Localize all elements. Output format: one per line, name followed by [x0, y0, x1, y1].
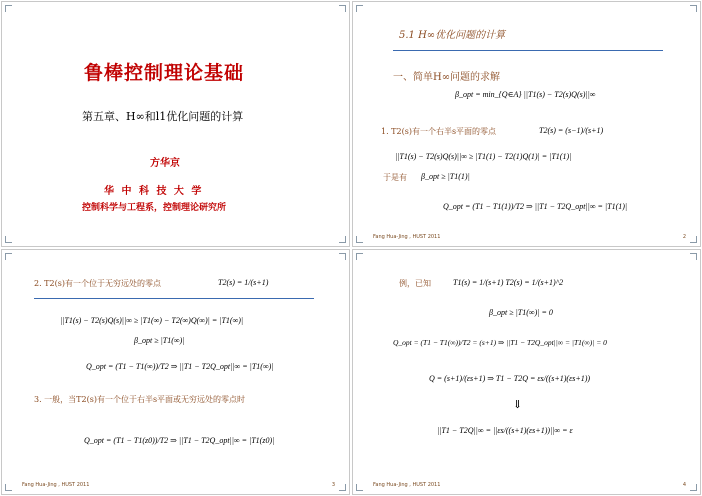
university: 华 中 科 技 大 学 — [104, 186, 204, 197]
department: 控制科学与工程系，控制理论研究所 — [82, 203, 227, 213]
corner-mark — [339, 253, 346, 260]
footer-text: Fang Hua-Jing , HUST 2011 — [373, 482, 441, 488]
beta-opt-equation: β_opt ≥ |T1(∞)| — [134, 336, 185, 345]
example-label: 例，已知 — [399, 279, 431, 288]
corner-mark — [5, 236, 12, 243]
case-2-equation: T2(s) = 1/(s+1) — [218, 278, 269, 287]
implies-arrow: ⇓ — [513, 399, 523, 411]
corner-mark — [339, 484, 346, 491]
corner-mark — [356, 5, 363, 12]
corner-mark — [5, 5, 12, 12]
corner-mark — [690, 236, 697, 243]
corner-mark — [5, 253, 12, 260]
q-opt-equation: Q_opt = (T1 − T1(1))/T2 ⇒ ||T1 − T2Q_opt||∞ = |T1(1)| — [443, 202, 628, 211]
slide-heading: 5.1 H∞优化问题的计算 — [399, 30, 506, 41]
corner-mark — [356, 236, 363, 243]
page-number: 2 — [682, 234, 686, 240]
footer-text: Fang Hua-Jing , HUST 2011 — [22, 482, 90, 488]
corner-mark — [690, 253, 697, 260]
page-number: 4 — [682, 482, 686, 488]
q-opt-equation: Q_opt = (T1 − T1(∞))/T2 = (s+1) ⇒ ||T1 − T2Q_opt||∞ = |T1(∞)| = 0 — [393, 338, 607, 347]
chapter-title: 第五章、H∞和l1优化问题的计算 — [82, 110, 244, 123]
section-heading: 一、简单H∞问题的求解 — [393, 72, 501, 83]
heading-rule — [393, 50, 663, 51]
slide-2 — [352, 1, 701, 247]
final-equation: ||T1 − T2Q||∞ = ||εs/((s+1)(εs+1))||∞ = ε — [437, 426, 573, 435]
case-1-text: 1. T2(s)有一个右半s平面的零点 — [381, 127, 497, 136]
corner-mark — [5, 484, 12, 491]
so-equation: β_opt ≥ |T1(1)| — [421, 172, 470, 181]
q-opt-equation: Q_opt = (T1 − T1(∞))/T2 ⇒ ||T1 − T2Q_opt||∞ = |T1(∞)| — [86, 362, 274, 371]
author: 方华京 — [150, 158, 180, 169]
case-3-text: 3. 一般，当T2(s)有一个位于右半s平面或无穷远处的零点时 — [34, 395, 246, 404]
case-2-text: 2. T2(s)有一个位于无穷远处的零点 — [34, 279, 161, 288]
given-equations: T1(s) = 1/(s+1) T2(s) = 1/(s+1)^2 — [453, 278, 564, 287]
footer-text: Fang Hua-Jing , HUST 2011 — [373, 234, 441, 240]
corner-mark — [356, 484, 363, 491]
case-1-equation: T2(s) = (s−1)/(s+1) — [539, 126, 604, 135]
corner-mark — [339, 236, 346, 243]
page-number: 3 — [331, 482, 335, 488]
slide-3 — [1, 249, 350, 495]
so-label: 于是有 — [383, 173, 407, 182]
inequality: ||T1(s) − T2(s)Q(s)||∞ ≥ |T1(1) − T2(1)Q(1)| = |T1(1)| — [395, 152, 572, 161]
inequality: ||T1(s) − T2(s)Q(s)||∞ ≥ |T1(∞) − T2(∞)Q(∞)| = |T1(∞)| — [60, 316, 244, 325]
q-equation: Q = (s+1)/(εs+1) ⇒ T1 − T2Q = εs/((s+1)(εs+1)) — [429, 374, 591, 383]
corner-mark — [690, 5, 697, 12]
beta-opt-equation: β_opt = min_{Q∈A} ||T1(s) − T2(s)Q(s)||∞ — [455, 90, 596, 99]
beta-opt-equation: β_opt ≥ |T1(∞)| = 0 — [489, 308, 553, 317]
corner-mark — [356, 253, 363, 260]
slide-1 — [1, 1, 350, 247]
heading-rule — [34, 298, 314, 299]
q-opt-general-equation: Q_opt = (T1 − T1(z0))/T2 ⇒ ||T1 − T2Q_opt||∞ = |T1(z0)| — [84, 436, 275, 445]
corner-mark — [339, 5, 346, 12]
slide-title: 鲁棒控制理论基础 — [84, 62, 245, 84]
corner-mark — [690, 484, 697, 491]
slide-4 — [352, 249, 701, 495]
